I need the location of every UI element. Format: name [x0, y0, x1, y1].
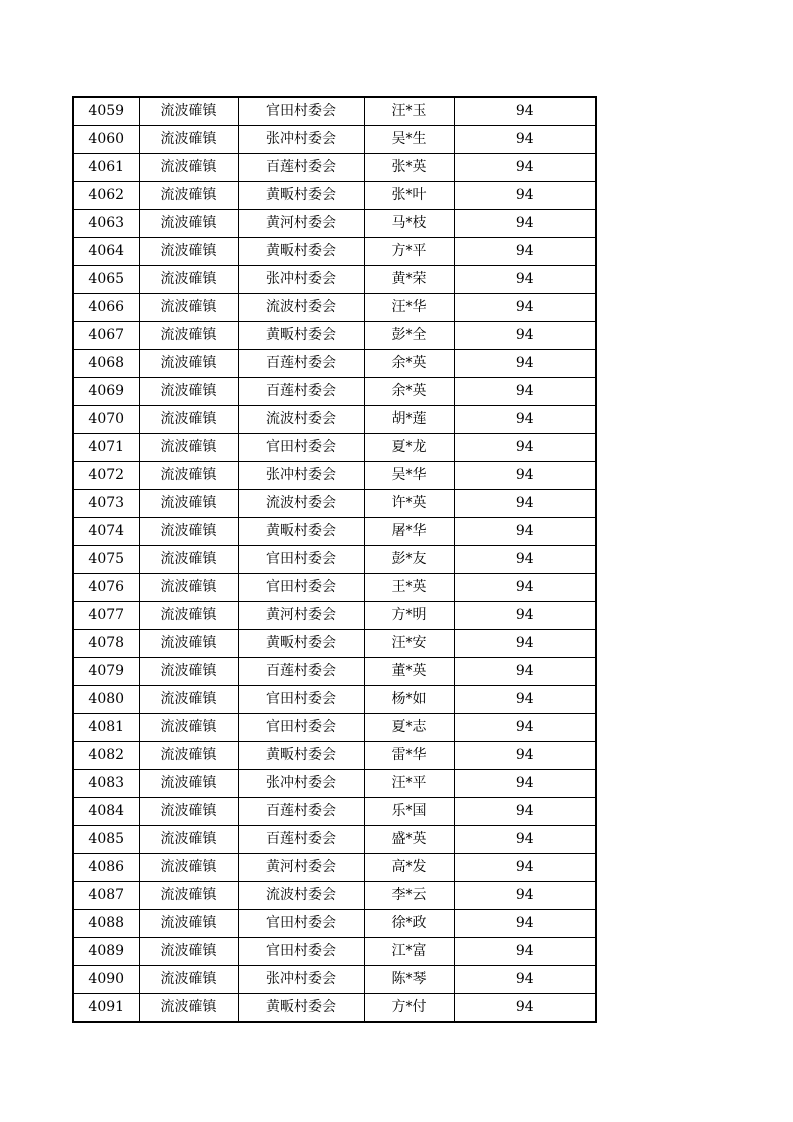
- table-row: [73, 602, 596, 630]
- score-cell: 94: [454, 966, 596, 994]
- village-cell: 黄畈村委会: [238, 518, 364, 546]
- name-cell: 吴*华: [364, 462, 454, 490]
- village-cell: 官田村委会: [238, 686, 364, 714]
- roster-table-body: [73, 97, 596, 1022]
- table-row: [73, 966, 596, 994]
- name-cell: 杨*如: [364, 686, 454, 714]
- table-row: [73, 97, 596, 126]
- town-cell: 流波確镇: [139, 97, 238, 126]
- row-id-cell: 4077: [73, 602, 139, 630]
- town-cell: 流波確镇: [139, 490, 238, 518]
- row-id-cell: 4071: [73, 434, 139, 462]
- village-cell: 张冲村委会: [238, 126, 364, 154]
- table-row: [73, 742, 596, 770]
- row-id-cell: 4086: [73, 854, 139, 882]
- village-cell: 百莲村委会: [238, 658, 364, 686]
- town-cell: 流波確镇: [139, 266, 238, 294]
- name-cell: 黄*荣: [364, 266, 454, 294]
- table-row: [73, 658, 596, 686]
- name-cell: 汪*玉: [364, 97, 454, 126]
- row-id-cell: 4076: [73, 574, 139, 602]
- village-cell: 黄畈村委会: [238, 742, 364, 770]
- roster-table: [72, 96, 597, 1023]
- score-cell: 94: [454, 742, 596, 770]
- town-cell: 流波確镇: [139, 294, 238, 322]
- score-cell: 94: [454, 574, 596, 602]
- name-cell: 吴*生: [364, 126, 454, 154]
- row-id-cell: 4090: [73, 966, 139, 994]
- score-cell: 94: [454, 602, 596, 630]
- village-cell: 张冲村委会: [238, 266, 364, 294]
- village-cell: 官田村委会: [238, 714, 364, 742]
- table-row: [73, 490, 596, 518]
- village-cell: 百莲村委会: [238, 826, 364, 854]
- name-cell: 张*叶: [364, 182, 454, 210]
- table-row: [73, 770, 596, 798]
- name-cell: 王*英: [364, 574, 454, 602]
- village-cell: 流波村委会: [238, 406, 364, 434]
- town-cell: 流波確镇: [139, 406, 238, 434]
- score-cell: 94: [454, 182, 596, 210]
- town-cell: 流波確镇: [139, 434, 238, 462]
- row-id-cell: 4085: [73, 826, 139, 854]
- village-cell: 黄畈村委会: [238, 994, 364, 1023]
- village-cell: 百莲村委会: [238, 798, 364, 826]
- village-cell: 官田村委会: [238, 910, 364, 938]
- row-id-cell: 4068: [73, 350, 139, 378]
- row-id-cell: 4067: [73, 322, 139, 350]
- score-cell: 94: [454, 266, 596, 294]
- name-cell: 盛*英: [364, 826, 454, 854]
- score-cell: 94: [454, 770, 596, 798]
- table-row: [73, 462, 596, 490]
- name-cell: 陈*琴: [364, 966, 454, 994]
- name-cell: 张*英: [364, 154, 454, 182]
- row-id-cell: 4084: [73, 798, 139, 826]
- name-cell: 许*英: [364, 490, 454, 518]
- town-cell: 流波確镇: [139, 966, 238, 994]
- town-cell: 流波確镇: [139, 462, 238, 490]
- village-cell: 百莲村委会: [238, 350, 364, 378]
- row-id-cell: 4069: [73, 378, 139, 406]
- name-cell: 雷*华: [364, 742, 454, 770]
- row-id-cell: 4061: [73, 154, 139, 182]
- table-row: [73, 266, 596, 294]
- name-cell: 方*平: [364, 238, 454, 266]
- village-cell: 官田村委会: [238, 938, 364, 966]
- table-row: [73, 322, 596, 350]
- village-cell: 张冲村委会: [238, 966, 364, 994]
- score-cell: 94: [454, 826, 596, 854]
- score-cell: 94: [454, 462, 596, 490]
- table-row: [73, 294, 596, 322]
- row-id-cell: 4078: [73, 630, 139, 658]
- name-cell: 夏*龙: [364, 434, 454, 462]
- town-cell: 流波確镇: [139, 630, 238, 658]
- score-cell: 94: [454, 350, 596, 378]
- row-id-cell: 4080: [73, 686, 139, 714]
- name-cell: 李*云: [364, 882, 454, 910]
- village-cell: 黄畈村委会: [238, 630, 364, 658]
- table-row: [73, 238, 596, 266]
- row-id-cell: 4060: [73, 126, 139, 154]
- village-cell: 黄河村委会: [238, 854, 364, 882]
- score-cell: 94: [454, 434, 596, 462]
- name-cell: 彭*友: [364, 546, 454, 574]
- name-cell: 高*发: [364, 854, 454, 882]
- score-cell: 94: [454, 938, 596, 966]
- name-cell: 胡*莲: [364, 406, 454, 434]
- table-row: [73, 546, 596, 574]
- score-cell: 94: [454, 294, 596, 322]
- table-row: [73, 574, 596, 602]
- name-cell: 江*富: [364, 938, 454, 966]
- table-row: [73, 350, 596, 378]
- town-cell: 流波確镇: [139, 770, 238, 798]
- table-row: [73, 182, 596, 210]
- town-cell: 流波確镇: [139, 994, 238, 1023]
- score-cell: 94: [454, 854, 596, 882]
- village-cell: 流波村委会: [238, 294, 364, 322]
- village-cell: 张冲村委会: [238, 462, 364, 490]
- score-cell: 94: [454, 686, 596, 714]
- score-cell: 94: [454, 658, 596, 686]
- village-cell: 百莲村委会: [238, 154, 364, 182]
- town-cell: 流波確镇: [139, 910, 238, 938]
- row-id-cell: 4062: [73, 182, 139, 210]
- table-row: [73, 406, 596, 434]
- town-cell: 流波確镇: [139, 714, 238, 742]
- village-cell: 黄畈村委会: [238, 238, 364, 266]
- town-cell: 流波確镇: [139, 854, 238, 882]
- table-row: [73, 210, 596, 238]
- row-id-cell: 4091: [73, 994, 139, 1023]
- village-cell: 百莲村委会: [238, 378, 364, 406]
- table-row: [73, 630, 596, 658]
- table-row: [73, 826, 596, 854]
- row-id-cell: 4088: [73, 910, 139, 938]
- village-cell: 官田村委会: [238, 546, 364, 574]
- row-id-cell: 4064: [73, 238, 139, 266]
- table-row: [73, 854, 596, 882]
- row-id-cell: 4087: [73, 882, 139, 910]
- score-cell: 94: [454, 210, 596, 238]
- score-cell: 94: [454, 490, 596, 518]
- name-cell: 彭*全: [364, 322, 454, 350]
- town-cell: 流波確镇: [139, 574, 238, 602]
- table-row: [73, 798, 596, 826]
- name-cell: 余*英: [364, 350, 454, 378]
- town-cell: 流波確镇: [139, 210, 238, 238]
- row-id-cell: 4083: [73, 770, 139, 798]
- score-cell: 94: [454, 714, 596, 742]
- town-cell: 流波確镇: [139, 546, 238, 574]
- row-id-cell: 4066: [73, 294, 139, 322]
- name-cell: 屠*华: [364, 518, 454, 546]
- row-id-cell: 4063: [73, 210, 139, 238]
- town-cell: 流波確镇: [139, 518, 238, 546]
- village-cell: 官田村委会: [238, 574, 364, 602]
- score-cell: 94: [454, 406, 596, 434]
- score-cell: 94: [454, 378, 596, 406]
- village-cell: 流波村委会: [238, 882, 364, 910]
- row-id-cell: 4082: [73, 742, 139, 770]
- score-cell: 94: [454, 798, 596, 826]
- table-row: [73, 154, 596, 182]
- table-row: [73, 714, 596, 742]
- town-cell: 流波確镇: [139, 742, 238, 770]
- name-cell: 徐*政: [364, 910, 454, 938]
- village-cell: 黄河村委会: [238, 210, 364, 238]
- name-cell: 乐*国: [364, 798, 454, 826]
- village-cell: 黄河村委会: [238, 602, 364, 630]
- table-row: [73, 994, 596, 1023]
- table-row: [73, 518, 596, 546]
- name-cell: 余*英: [364, 378, 454, 406]
- town-cell: 流波確镇: [139, 378, 238, 406]
- town-cell: 流波確镇: [139, 658, 238, 686]
- town-cell: 流波確镇: [139, 238, 238, 266]
- score-cell: 94: [454, 546, 596, 574]
- table-row: [73, 378, 596, 406]
- village-cell: 官田村委会: [238, 434, 364, 462]
- name-cell: 夏*志: [364, 714, 454, 742]
- village-cell: 流波村委会: [238, 490, 364, 518]
- village-cell: 黄畈村委会: [238, 182, 364, 210]
- town-cell: 流波確镇: [139, 798, 238, 826]
- table-row: [73, 434, 596, 462]
- score-cell: 94: [454, 518, 596, 546]
- row-id-cell: 4065: [73, 266, 139, 294]
- row-id-cell: 4072: [73, 462, 139, 490]
- score-cell: 94: [454, 630, 596, 658]
- village-cell: 张冲村委会: [238, 770, 364, 798]
- row-id-cell: 4079: [73, 658, 139, 686]
- town-cell: 流波確镇: [139, 322, 238, 350]
- score-cell: 94: [454, 322, 596, 350]
- village-cell: 官田村委会: [238, 97, 364, 126]
- name-cell: 马*枝: [364, 210, 454, 238]
- score-cell: 94: [454, 910, 596, 938]
- name-cell: 方*明: [364, 602, 454, 630]
- town-cell: 流波確镇: [139, 882, 238, 910]
- town-cell: 流波確镇: [139, 350, 238, 378]
- score-cell: 94: [454, 154, 596, 182]
- town-cell: 流波確镇: [139, 126, 238, 154]
- village-cell: 黄畈村委会: [238, 322, 364, 350]
- row-id-cell: 4073: [73, 490, 139, 518]
- name-cell: 方*付: [364, 994, 454, 1023]
- town-cell: 流波確镇: [139, 686, 238, 714]
- town-cell: 流波確镇: [139, 826, 238, 854]
- table-row: [73, 938, 596, 966]
- score-cell: 94: [454, 882, 596, 910]
- score-cell: 94: [454, 238, 596, 266]
- town-cell: 流波確镇: [139, 938, 238, 966]
- row-id-cell: 4070: [73, 406, 139, 434]
- town-cell: 流波確镇: [139, 154, 238, 182]
- name-cell: 董*英: [364, 658, 454, 686]
- row-id-cell: 4089: [73, 938, 139, 966]
- name-cell: 汪*华: [364, 294, 454, 322]
- score-cell: 94: [454, 994, 596, 1023]
- row-id-cell: 4075: [73, 546, 139, 574]
- table-row: [73, 126, 596, 154]
- table-row: [73, 882, 596, 910]
- table-row: [73, 686, 596, 714]
- town-cell: 流波確镇: [139, 602, 238, 630]
- score-cell: 94: [454, 97, 596, 126]
- row-id-cell: 4059: [73, 97, 139, 126]
- table-row: [73, 910, 596, 938]
- row-id-cell: 4074: [73, 518, 139, 546]
- name-cell: 汪*安: [364, 630, 454, 658]
- town-cell: 流波確镇: [139, 182, 238, 210]
- name-cell: 汪*平: [364, 770, 454, 798]
- row-id-cell: 4081: [73, 714, 139, 742]
- score-cell: 94: [454, 126, 596, 154]
